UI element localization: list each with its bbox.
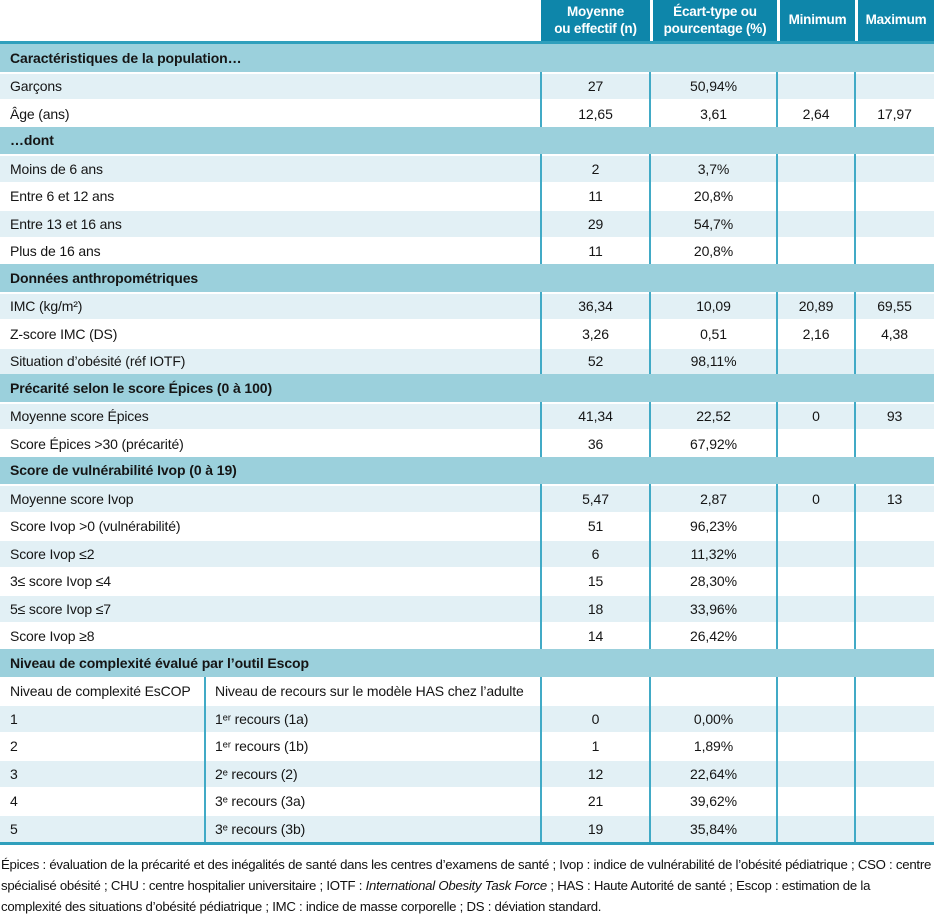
row-label: 5 bbox=[10, 820, 18, 837]
value-cell: 20,89 bbox=[798, 298, 834, 315]
value-cell: 27 bbox=[587, 78, 604, 95]
value-cell: 11,32% bbox=[690, 545, 737, 562]
table-row bbox=[0, 292, 934, 320]
value-cell bbox=[650, 679, 777, 705]
value-cell: 1 bbox=[591, 738, 600, 755]
value-cell: 21 bbox=[587, 793, 604, 810]
column-divider-line bbox=[540, 44, 542, 842]
header-line: Écart-type ou bbox=[673, 3, 757, 19]
value-cell bbox=[855, 596, 934, 622]
value-cell: 39,62% bbox=[690, 793, 737, 810]
table-body bbox=[0, 44, 934, 845]
value-cell bbox=[855, 569, 934, 595]
value-cell: 52 bbox=[587, 353, 604, 370]
row-label: IMC (kg/m²) bbox=[10, 298, 83, 315]
value-cell bbox=[855, 679, 934, 705]
table-row bbox=[0, 787, 934, 815]
column-header-ecart-type-pourcentage bbox=[650, 0, 777, 41]
table-row bbox=[0, 567, 934, 595]
row-label: Entre 6 et 12 ans bbox=[10, 188, 115, 205]
section-label: Caractéristiques de la population… bbox=[10, 49, 242, 66]
value-cell: 3,26 bbox=[582, 325, 609, 342]
value-cell: 29 bbox=[587, 215, 604, 232]
row-label: Moyenne score Épices bbox=[10, 408, 149, 425]
value-cell bbox=[777, 156, 855, 182]
table-row bbox=[0, 704, 934, 732]
table-row bbox=[0, 814, 934, 842]
value-cell: 35,84% bbox=[690, 820, 737, 837]
row-label: Entre 13 et 16 ans bbox=[10, 215, 122, 232]
header-line: Minimum bbox=[788, 12, 847, 28]
value-cell bbox=[777, 816, 855, 842]
table-row bbox=[0, 539, 934, 567]
value-cell: 5,47 bbox=[582, 490, 609, 507]
row-label: Score Épices >30 (précarité) bbox=[10, 435, 184, 452]
row-label: 1 bbox=[10, 710, 18, 727]
row-label: Situation d’obésité (réf IOTF) bbox=[10, 353, 186, 370]
value-cell bbox=[777, 514, 855, 540]
value-cell bbox=[855, 184, 934, 210]
value-cell: 12 bbox=[587, 765, 604, 782]
value-cell bbox=[777, 706, 855, 732]
value-cell bbox=[777, 761, 855, 787]
value-cell: 2,16 bbox=[802, 325, 830, 342]
footnote-text: ; HAS : Haute Autorité de santé ; Escop : estimation de la complexité des situations d’obésité pédiatrique ; IMC : indice de masse corporelle ; DS : déviation standard. bbox=[1, 877, 871, 914]
row-label: Z-score IMC (DS) bbox=[10, 325, 118, 342]
value-cell bbox=[855, 734, 934, 760]
value-cell bbox=[855, 761, 934, 787]
column-divider-line bbox=[649, 44, 651, 842]
value-cell: 28,30% bbox=[690, 573, 737, 590]
row-label: 4 bbox=[10, 793, 18, 810]
row-label: Moins de 6 ans bbox=[10, 160, 103, 177]
value-cell: 6 bbox=[591, 545, 600, 562]
section-label: …dont bbox=[10, 132, 54, 149]
value-cell: 20,8% bbox=[693, 243, 734, 260]
table-row bbox=[0, 759, 934, 787]
value-cell: 10,09 bbox=[696, 298, 731, 315]
value-cell: 0,51 bbox=[700, 325, 727, 342]
table-row bbox=[0, 429, 934, 457]
value-cell bbox=[855, 211, 934, 237]
footnote-text-italic: International Obesity Task Force bbox=[365, 877, 547, 893]
header-line: Maximum bbox=[865, 12, 927, 28]
value-cell bbox=[855, 239, 934, 265]
value-cell: 22,64% bbox=[690, 765, 737, 782]
value-cell: 0 bbox=[591, 710, 600, 727]
value-cell: 33,96% bbox=[690, 600, 737, 617]
table-row bbox=[0, 154, 934, 182]
table-row bbox=[0, 732, 934, 760]
value-cell: 20,8% bbox=[693, 188, 734, 205]
value-cell: 17,97 bbox=[877, 105, 912, 122]
value-cell: 3,7% bbox=[697, 160, 730, 177]
column-divider-line bbox=[776, 44, 778, 842]
header-line: Moyenne bbox=[566, 3, 625, 19]
row-label-secondary: 2ᵉ recours (2) bbox=[215, 765, 298, 782]
row-label: 5≤ score Ivop ≤7 bbox=[10, 600, 111, 617]
row-label: Score Ivop ≥8 bbox=[10, 628, 95, 645]
table-row bbox=[0, 99, 934, 127]
value-cell: 15 bbox=[587, 573, 604, 590]
value-cell: 22,52 bbox=[696, 408, 731, 425]
value-cell bbox=[855, 74, 934, 100]
section-label: Données anthropométriques bbox=[10, 269, 199, 286]
row-label: 3 bbox=[10, 765, 18, 782]
table-row bbox=[0, 484, 934, 512]
value-cell: 13 bbox=[886, 490, 903, 507]
section-header-row bbox=[0, 264, 934, 292]
value-cell: 41,34 bbox=[578, 408, 613, 425]
table-row bbox=[0, 622, 934, 650]
value-cell: 12,65 bbox=[578, 105, 613, 122]
row-label-secondary: 3ᵉ recours (3a) bbox=[215, 793, 306, 810]
value-cell bbox=[777, 74, 855, 100]
value-cell: 98,11% bbox=[690, 353, 737, 370]
row-label-secondary: 3ᵉ recours (3b) bbox=[215, 820, 306, 837]
table-row bbox=[0, 512, 934, 540]
column-header-minimum bbox=[777, 0, 855, 41]
value-cell: 54,7% bbox=[693, 215, 734, 232]
escop-subcolumn-divider-line bbox=[204, 677, 206, 842]
table-row bbox=[0, 319, 934, 347]
row-label-secondary: 1ᵉʳ recours (1a) bbox=[215, 710, 309, 727]
value-cell bbox=[855, 706, 934, 732]
value-cell bbox=[541, 679, 650, 705]
section-header-row bbox=[0, 374, 934, 402]
value-cell: 2 bbox=[591, 160, 600, 177]
value-cell: 4,38 bbox=[881, 325, 908, 342]
value-cell bbox=[777, 349, 855, 375]
value-cell: 50,94% bbox=[690, 78, 737, 95]
table-row bbox=[0, 347, 934, 375]
section-header-row bbox=[0, 127, 934, 155]
value-cell bbox=[855, 514, 934, 540]
value-cell bbox=[777, 624, 855, 650]
table-header-row bbox=[0, 0, 934, 44]
row-label: Plus de 16 ans bbox=[10, 243, 101, 260]
value-cell bbox=[777, 734, 855, 760]
value-cell: 0 bbox=[812, 490, 820, 507]
table-row bbox=[0, 402, 934, 430]
section-label: Score de vulnérabilité Ivop (0 à 19) bbox=[10, 462, 237, 479]
value-cell bbox=[855, 541, 934, 567]
row-label: Score Ivop ≤2 bbox=[10, 545, 95, 562]
table-row bbox=[0, 182, 934, 210]
value-cell: 2,87 bbox=[700, 490, 727, 507]
value-cell bbox=[777, 184, 855, 210]
value-cell: 11 bbox=[588, 188, 603, 205]
value-cell bbox=[855, 349, 934, 375]
value-cell bbox=[777, 541, 855, 567]
section-header-row bbox=[0, 649, 934, 677]
row-label: 2 bbox=[10, 738, 18, 755]
value-cell: 26,42% bbox=[690, 628, 737, 645]
value-cell: 51 bbox=[587, 518, 604, 535]
value-cell: 36,34 bbox=[578, 298, 613, 315]
section-header-row bbox=[0, 44, 934, 72]
value-cell bbox=[777, 596, 855, 622]
value-cell: 36 bbox=[587, 435, 604, 452]
section-label: Niveau de complexité évalué par l’outil Escop bbox=[10, 654, 309, 671]
value-cell bbox=[777, 569, 855, 595]
header-line: pourcentage (%) bbox=[663, 20, 767, 36]
table-row bbox=[0, 209, 934, 237]
value-cell: 1,89% bbox=[693, 738, 734, 755]
footnote-text: Épices : évaluation de la précarité et des inégalités de santé dans les centres d’examens de santé ; Ivop : indice de vulnérabilité de l’obésité pédiatrique ; CSO : centre spécialisé obésité ; CHU : centre hospitalier universitaire ; IOTF : bbox=[1, 856, 932, 893]
row-label-secondary: 1ᵉʳ recours (1b) bbox=[215, 738, 309, 755]
value-cell bbox=[777, 239, 855, 265]
row-label: Âge (ans) bbox=[10, 105, 70, 122]
value-cell: 3,61 bbox=[700, 105, 727, 122]
table-row bbox=[0, 72, 934, 100]
value-cell: 93 bbox=[886, 408, 903, 425]
value-cell: 14 bbox=[587, 628, 604, 645]
row-label: Score Ivop >0 (vulnérabilité) bbox=[10, 518, 181, 535]
row-label-secondary: Niveau de recours sur le modèle HAS chez l’adulte bbox=[215, 683, 524, 700]
section-label: Précarité selon le score Épices (0 à 100) bbox=[10, 379, 273, 396]
value-cell bbox=[855, 431, 934, 457]
section-header-row bbox=[0, 457, 934, 485]
header-line: ou effectif (n) bbox=[554, 20, 637, 36]
value-cell: 2,64 bbox=[802, 105, 830, 122]
table-row bbox=[0, 594, 934, 622]
value-cell: 11 bbox=[588, 243, 603, 260]
value-cell bbox=[777, 679, 855, 705]
value-cell bbox=[777, 789, 855, 815]
value-cell: 0 bbox=[812, 408, 820, 425]
header-corner-empty bbox=[0, 0, 541, 41]
column-divider-line bbox=[854, 44, 856, 842]
value-cell bbox=[777, 211, 855, 237]
value-cell bbox=[777, 431, 855, 457]
value-cell: 69,55 bbox=[877, 298, 912, 315]
value-cell bbox=[855, 624, 934, 650]
value-cell: 67,92% bbox=[690, 435, 737, 452]
column-header-moyenne-effectif bbox=[541, 0, 650, 41]
value-cell bbox=[855, 789, 934, 815]
row-label: Niveau de complexité EsCOP bbox=[10, 683, 191, 700]
value-cell: 19 bbox=[587, 820, 604, 837]
row-label: Moyenne score Ivop bbox=[10, 490, 134, 507]
value-cell: 96,23% bbox=[690, 518, 737, 535]
row-label: 3≤ score Ivop ≤4 bbox=[10, 573, 111, 590]
value-cell: 18 bbox=[587, 600, 604, 617]
row-label: Garçons bbox=[10, 78, 62, 95]
sub-header-row bbox=[0, 677, 934, 705]
column-header-maximum bbox=[855, 0, 934, 41]
value-cell bbox=[855, 156, 934, 182]
value-cell: 0,00% bbox=[693, 710, 734, 727]
footnote bbox=[0, 845, 934, 916]
table-row bbox=[0, 237, 934, 265]
value-cell bbox=[855, 816, 934, 842]
